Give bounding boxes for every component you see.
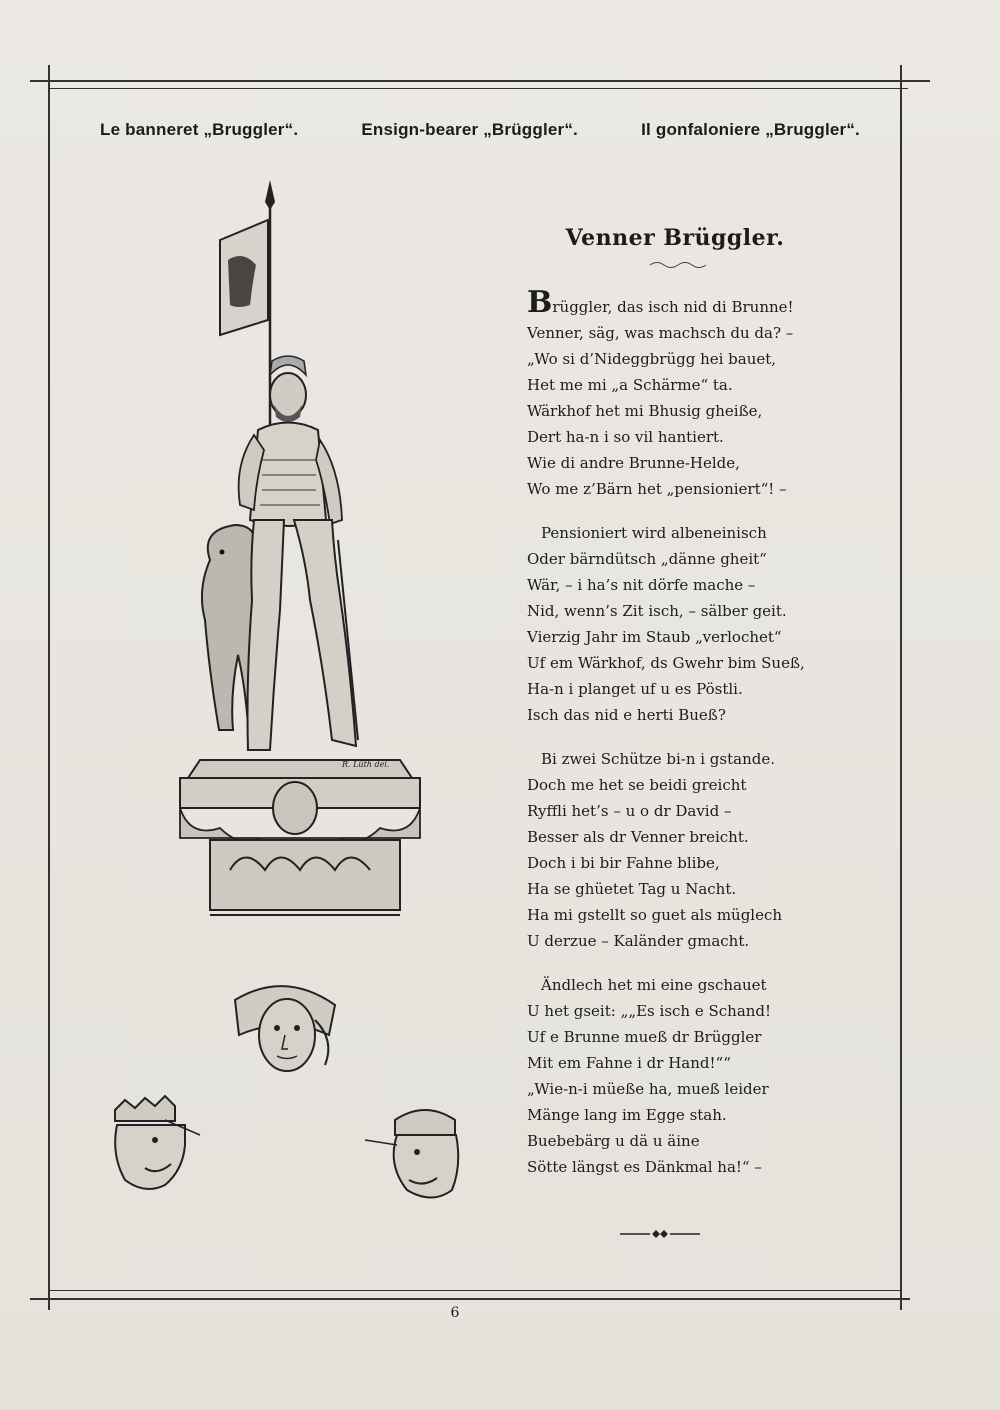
caption-italian: Il gonfaloniere „Bruggler“. — [641, 120, 860, 139]
caption-english: Ensign-bearer „Brüggler“. — [361, 120, 578, 139]
poem-line: Ha-n i planget uf u es Pöstli. — [527, 680, 743, 698]
dropcap-letter: B — [527, 285, 553, 320]
poem-title: Venner Brüggler. — [565, 225, 785, 251]
page-number: 6 — [450, 1305, 460, 1321]
poem-line: Doch me het se beidi greicht — [527, 776, 747, 794]
first-line-rest: rüggler, das isch nid di Brunne! — [552, 298, 794, 316]
stanza-2 — [527, 520, 857, 728]
grotesque-head-left — [95, 1090, 205, 1200]
poem-line: Sötte längst es Dänkmal ha!“ – — [527, 1158, 762, 1176]
poem-line: Uf em Wärkhof, ds Gwehr bim Sueß, — [527, 654, 805, 672]
frame-right-rule — [900, 65, 902, 1310]
poem-line: Wo me z’Bärn het „pensioniert“! – — [527, 480, 787, 498]
poem-line: Wärkhof het mi Bhusig gheiße, — [527, 402, 763, 420]
poem-line: Ha mi gstellt so guet als müglech — [527, 906, 783, 924]
grotesque-head-center — [215, 980, 355, 1090]
poem-line: Wie di andre Brunne-Helde, — [527, 454, 740, 472]
poem-line: Vierzig Jahr im Staub „verlochet“ — [527, 628, 782, 646]
poem-line: Nid, wenn’s Zit isch, – sälber geit. — [527, 602, 787, 620]
poem-line: Ryffli het’s – u o dr David – — [527, 802, 732, 820]
poem-line: Dert ha-n i so vil hantiert. — [527, 428, 724, 446]
poem-line: Mit em Fahne i dr Hand!““ — [527, 1054, 731, 1072]
trilingual-captions — [100, 120, 860, 140]
poem-line: Venner, säg, was machsch du da? – — [527, 324, 794, 342]
poem-line: Uf e Brunne mueß dr Brüggler — [527, 1028, 762, 1046]
poem-line: Doch i bi bir Fahne blibe, — [527, 854, 720, 872]
frame-left-rule — [48, 65, 50, 1310]
title-ornament — [648, 260, 708, 270]
poem-line: Oder bärndütsch „dänne gheit“ — [527, 550, 767, 568]
frame-bottom-rule — [30, 1298, 910, 1300]
stanza-4 — [527, 972, 857, 1180]
poem-line: Mänge lang im Egge stah. — [527, 1106, 727, 1124]
artist-signature: R. Lüth del. — [342, 760, 390, 769]
poem-body — [527, 285, 857, 1198]
poem-line: Het me mi „a Schärme“ ta. — [527, 376, 733, 394]
poem-line: Ha se ghüetet Tag u Nacht. — [527, 880, 737, 898]
poem-line: Buebebärg u dä u äine — [527, 1132, 700, 1150]
poem-line: U derzue – Kaländer gmacht. — [527, 932, 750, 950]
poem-line: Isch das nid e herti Bueß? — [527, 706, 726, 724]
frame-top-rule — [30, 80, 930, 82]
poem-line — [527, 285, 857, 320]
frame-bottom-rule-inner — [48, 1290, 902, 1291]
stanza-3 — [527, 746, 857, 954]
end-ornament — [620, 1228, 700, 1240]
stanza-1 — [527, 285, 857, 502]
poem-line: U het gseit: „„Es isch e Schand! — [527, 1002, 772, 1020]
poem-line: Pensioniert wird albeneinisch — [541, 524, 767, 542]
poem-line: Ändlech het mi eine gschauet — [541, 976, 767, 994]
caption-french: Le banneret „Bruggler“. — [100, 120, 299, 139]
poem-line: „Wo si d’Nideggbrügg hei bauet, — [527, 350, 777, 368]
poem-line: Bi zwei Schütze bi-n i gstande. — [541, 750, 775, 768]
poem-line: Wär, – i ha’s nit dörfe mache – — [527, 576, 756, 594]
poem-line: Besser als dr Venner breicht. — [527, 828, 749, 846]
grotesque-head-right — [365, 1100, 475, 1210]
frame-top-rule-inner — [48, 88, 908, 89]
statue-illustration — [170, 180, 430, 940]
poem-line: „Wie-n-i müeße ha, mueß leider — [527, 1080, 769, 1098]
